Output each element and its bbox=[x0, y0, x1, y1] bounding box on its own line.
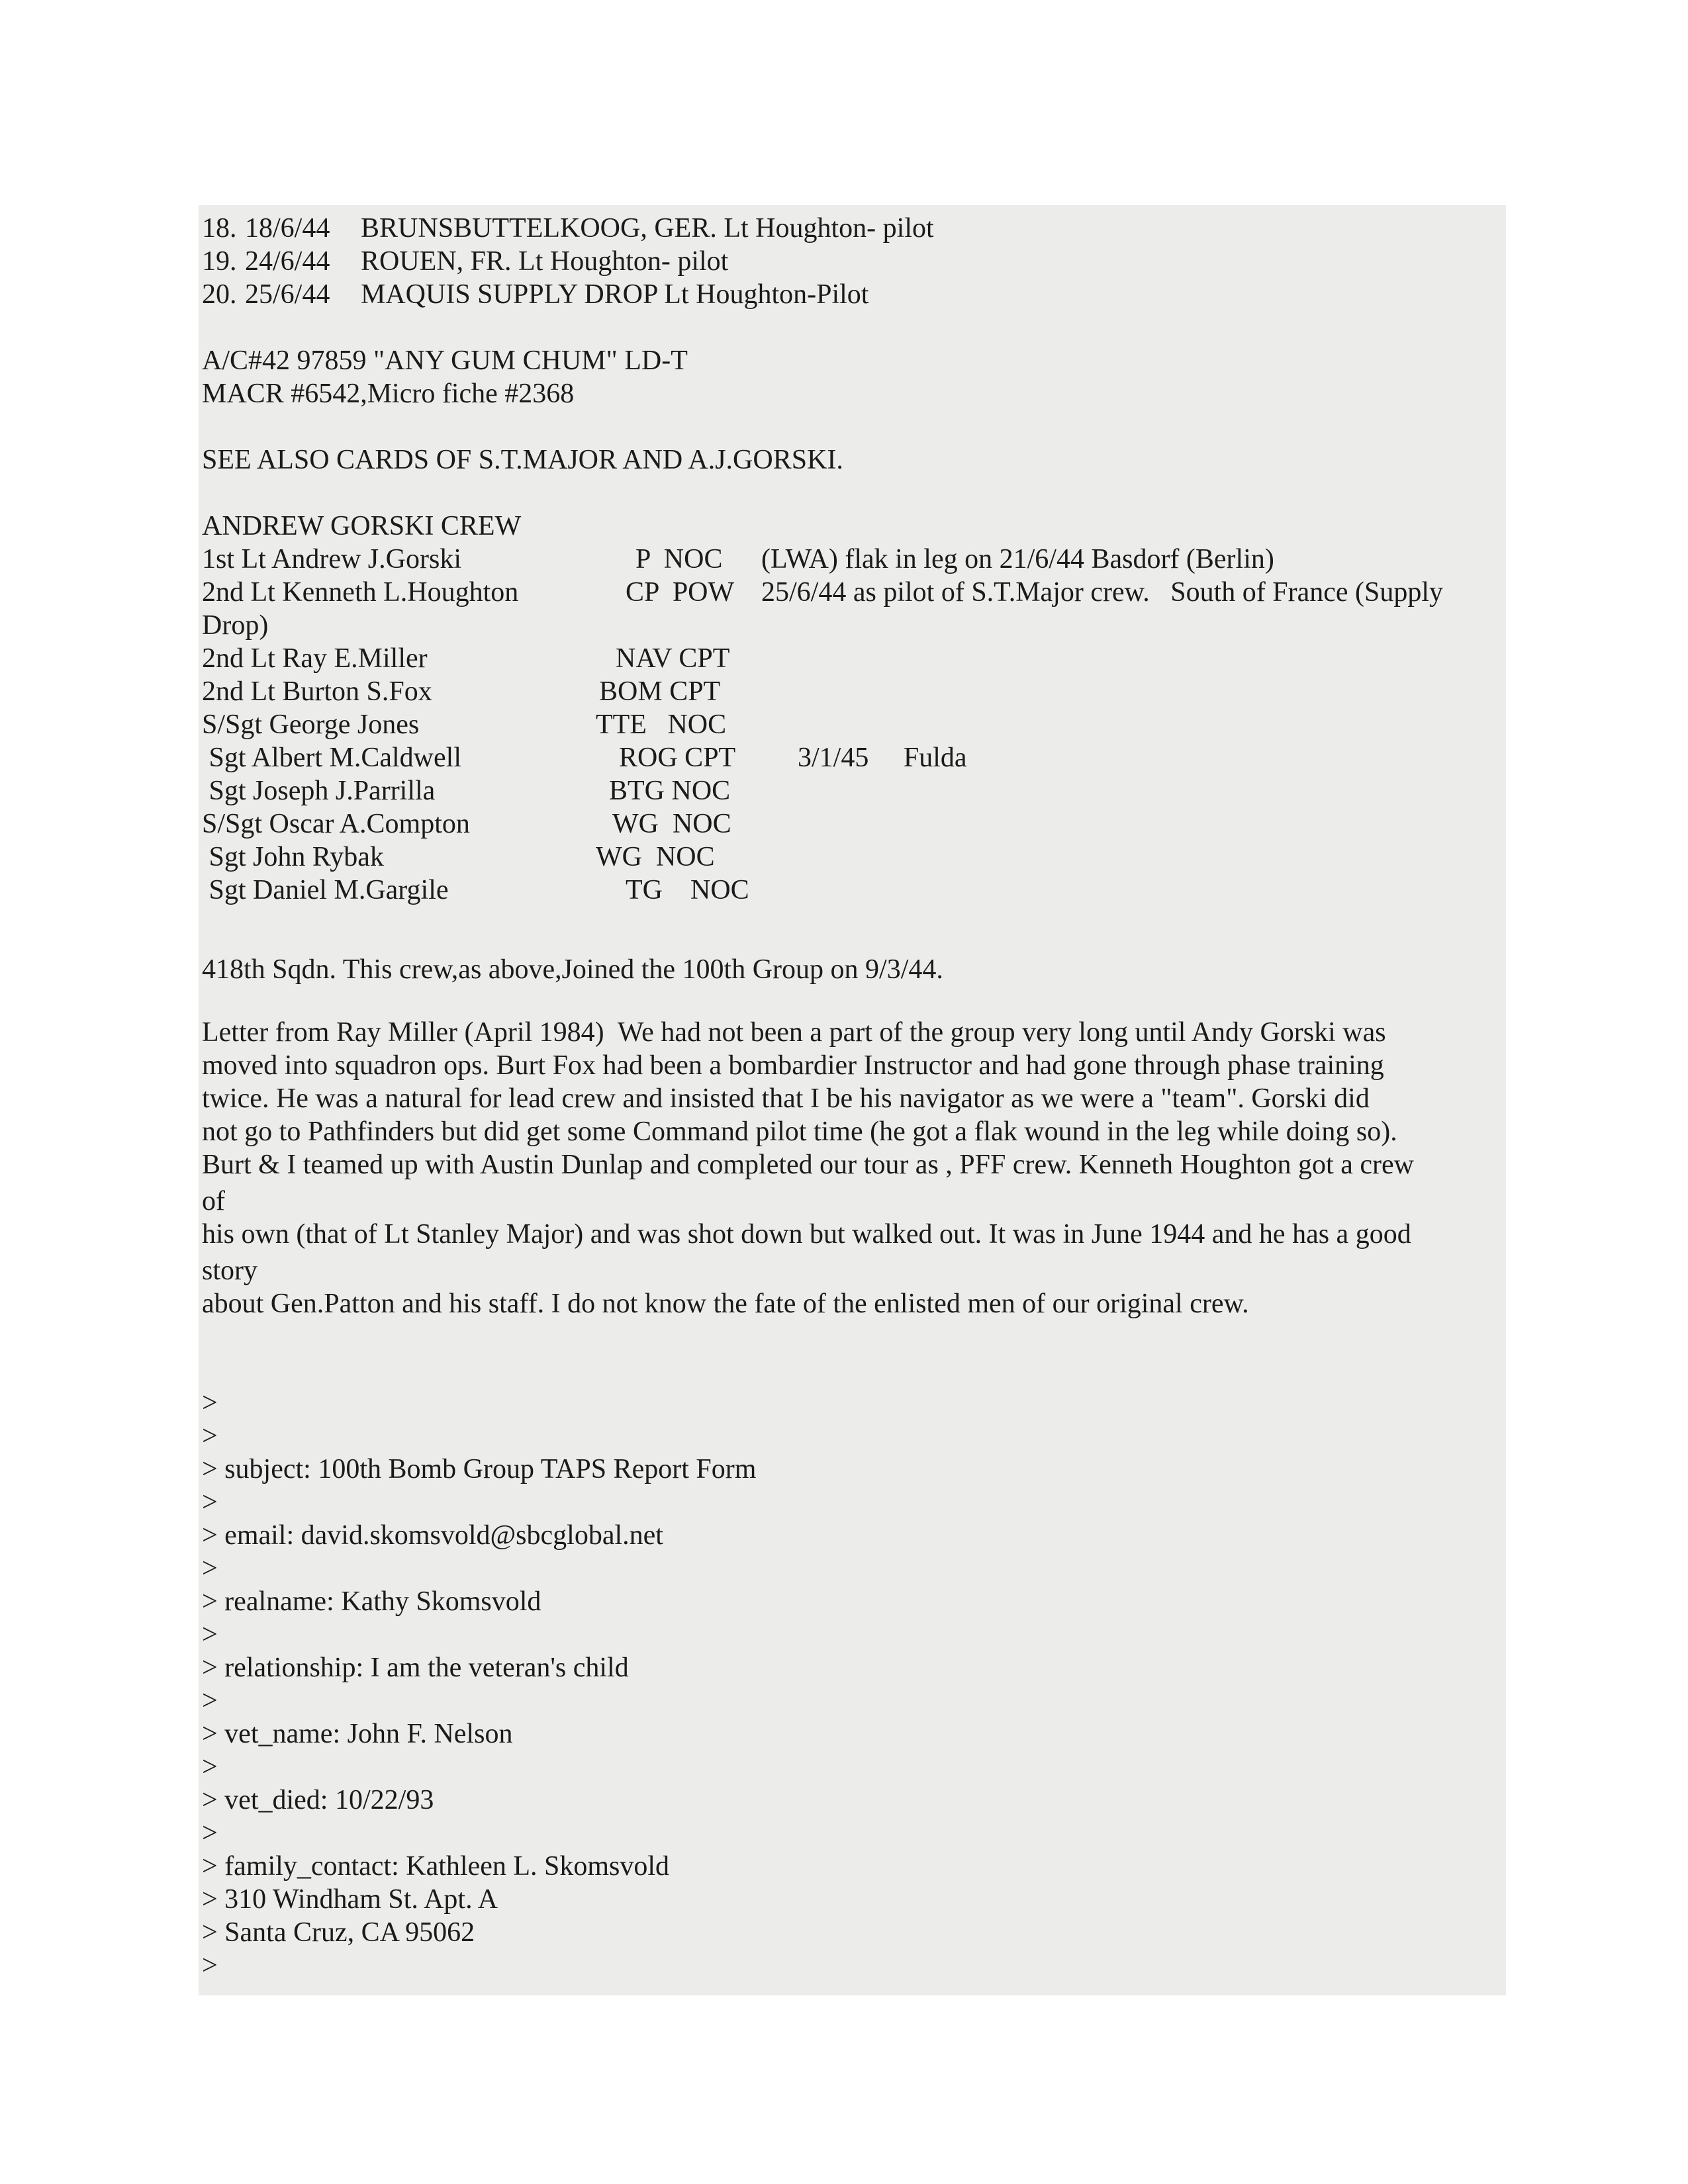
mission-number: 20. bbox=[202, 279, 237, 310]
quote-line: > relationship: I am the veteran's child bbox=[202, 1653, 629, 1683]
quote-line: > bbox=[202, 1686, 218, 1716]
crew-name: Sgt Albert M.Caldwell bbox=[202, 743, 461, 773]
letter-line: not go to Pathfinders but did get some Command pilot time (he got a flak wound in the leg while doing so). bbox=[202, 1116, 1397, 1147]
aircraft-line: A/C#42 97859 "ANY GUM CHUM" LD-T bbox=[202, 345, 688, 376]
letter-line: his own (that of Lt Stanley Major) and was shot down but walked out. It was in June 1944 and he has a good bbox=[202, 1219, 1411, 1250]
quote-line: > bbox=[202, 1553, 218, 1584]
crew-name: S/Sgt George Jones bbox=[202, 709, 420, 740]
squadron-note: 418th Sqdn. This crew,as above,Joined the 100th Group on 9/3/44. bbox=[202, 954, 943, 985]
crew-role: BOM CPT bbox=[599, 676, 721, 707]
quote-line: > realname: Kathy Skomsvold bbox=[202, 1586, 541, 1617]
letter-line: of bbox=[202, 1186, 225, 1216]
crew-role: WG NOC bbox=[596, 842, 715, 872]
letter-line: Letter from Ray Miller (April 1984) We had not been a part of the group very long until Andy Gorski was bbox=[202, 1017, 1386, 1048]
crew-role: BTG NOC bbox=[609, 776, 731, 806]
mission-number: 18. bbox=[202, 213, 237, 244]
crew-name: 1st Lt Andrew J.Gorski bbox=[202, 544, 461, 574]
crew-role: P NOC bbox=[635, 544, 723, 574]
crew-role: TG NOC bbox=[626, 875, 749, 905]
mission-date: 24/6/44 bbox=[245, 246, 330, 277]
crew-note: 3/1/45 Fulda bbox=[798, 743, 967, 773]
crew-role: WG NOC bbox=[612, 809, 731, 839]
letter-line: moved into squadron ops. Burt Fox had been a bombardier Instructor and had gone through phase training bbox=[202, 1050, 1384, 1081]
crew-note: 25/6/44 as pilot of S.T.Major crew. South of France (Supply bbox=[761, 577, 1444, 608]
crew-name: Drop) bbox=[202, 610, 269, 641]
letter-line: twice. He was a natural for lead crew and insisted that I be his navigator as we were a "team". Gorski did bbox=[202, 1083, 1370, 1114]
crew-role: CP POW bbox=[626, 577, 735, 608]
crew-title: ANDREW GORSKI CREW bbox=[202, 511, 522, 541]
letter-line: about Gen.Patton and his staff. I do not know the fate of the enlisted men of our original crew. bbox=[202, 1289, 1249, 1319]
mission-target: ROUEN, FR. Lt Houghton- pilot bbox=[361, 246, 729, 277]
quote-line: > bbox=[202, 1752, 218, 1782]
crew-name: Sgt Joseph J.Parrilla bbox=[202, 776, 436, 806]
crew-name: Sgt John Rybak bbox=[202, 842, 384, 872]
quote-line: > bbox=[202, 1950, 218, 1981]
mission-target: MAQUIS SUPPLY DROP Lt Houghton-Pilot bbox=[361, 279, 869, 310]
quote-line: > family_contact: Kathleen L. Skomsvold bbox=[202, 1851, 670, 1882]
letter-line: Burt & I teamed up with Austin Dunlap and completed our tour as , PFF crew. Kenneth Houghton got a crew bbox=[202, 1150, 1414, 1180]
quote-line: > 310 Windham St. Apt. A bbox=[202, 1884, 498, 1915]
crew-name: 2nd Lt Ray E.Miller bbox=[202, 643, 428, 674]
mission-number: 19. bbox=[202, 246, 237, 277]
crew-name: Sgt Daniel M.Gargile bbox=[202, 875, 449, 905]
quote-line: > bbox=[202, 1421, 218, 1451]
quote-line: > vet_name: John F. Nelson bbox=[202, 1719, 513, 1749]
quote-line: > email: david.skomsvold@sbcglobal.net bbox=[202, 1520, 663, 1551]
letter-line: story bbox=[202, 1255, 258, 1286]
see-also-note: SEE ALSO CARDS OF S.T.MAJOR AND A.J.GORSKI. bbox=[202, 445, 843, 475]
crew-role: NAV CPT bbox=[616, 643, 730, 674]
crew-name: S/Sgt Oscar A.Compton bbox=[202, 809, 470, 839]
quote-line: > bbox=[202, 1818, 218, 1848]
quote-line: > bbox=[202, 1619, 218, 1650]
quote-line: > bbox=[202, 1487, 218, 1518]
quote-line: > subject: 100th Bomb Group TAPS Report Form bbox=[202, 1454, 757, 1484]
crew-name: 2nd Lt Kenneth L.Houghton bbox=[202, 577, 519, 608]
macr-line: MACR #6542,Micro fiche #2368 bbox=[202, 379, 575, 409]
quote-line: > Santa Cruz, CA 95062 bbox=[202, 1917, 475, 1948]
mission-date: 18/6/44 bbox=[245, 213, 330, 244]
crew-name: 2nd Lt Burton S.Fox bbox=[202, 676, 432, 707]
quote-line: > bbox=[202, 1388, 218, 1418]
quote-line: > vet_died: 10/22/93 bbox=[202, 1785, 434, 1815]
mission-date: 25/6/44 bbox=[245, 279, 330, 310]
mission-target: BRUNSBUTTELKOOG, GER. Lt Houghton- pilot bbox=[361, 213, 934, 244]
crew-role: ROG CPT bbox=[619, 743, 736, 773]
crew-role: TTE NOC bbox=[596, 709, 727, 740]
crew-note: (LWA) flak in leg on 21/6/44 Basdorf (Berlin) bbox=[761, 544, 1274, 574]
